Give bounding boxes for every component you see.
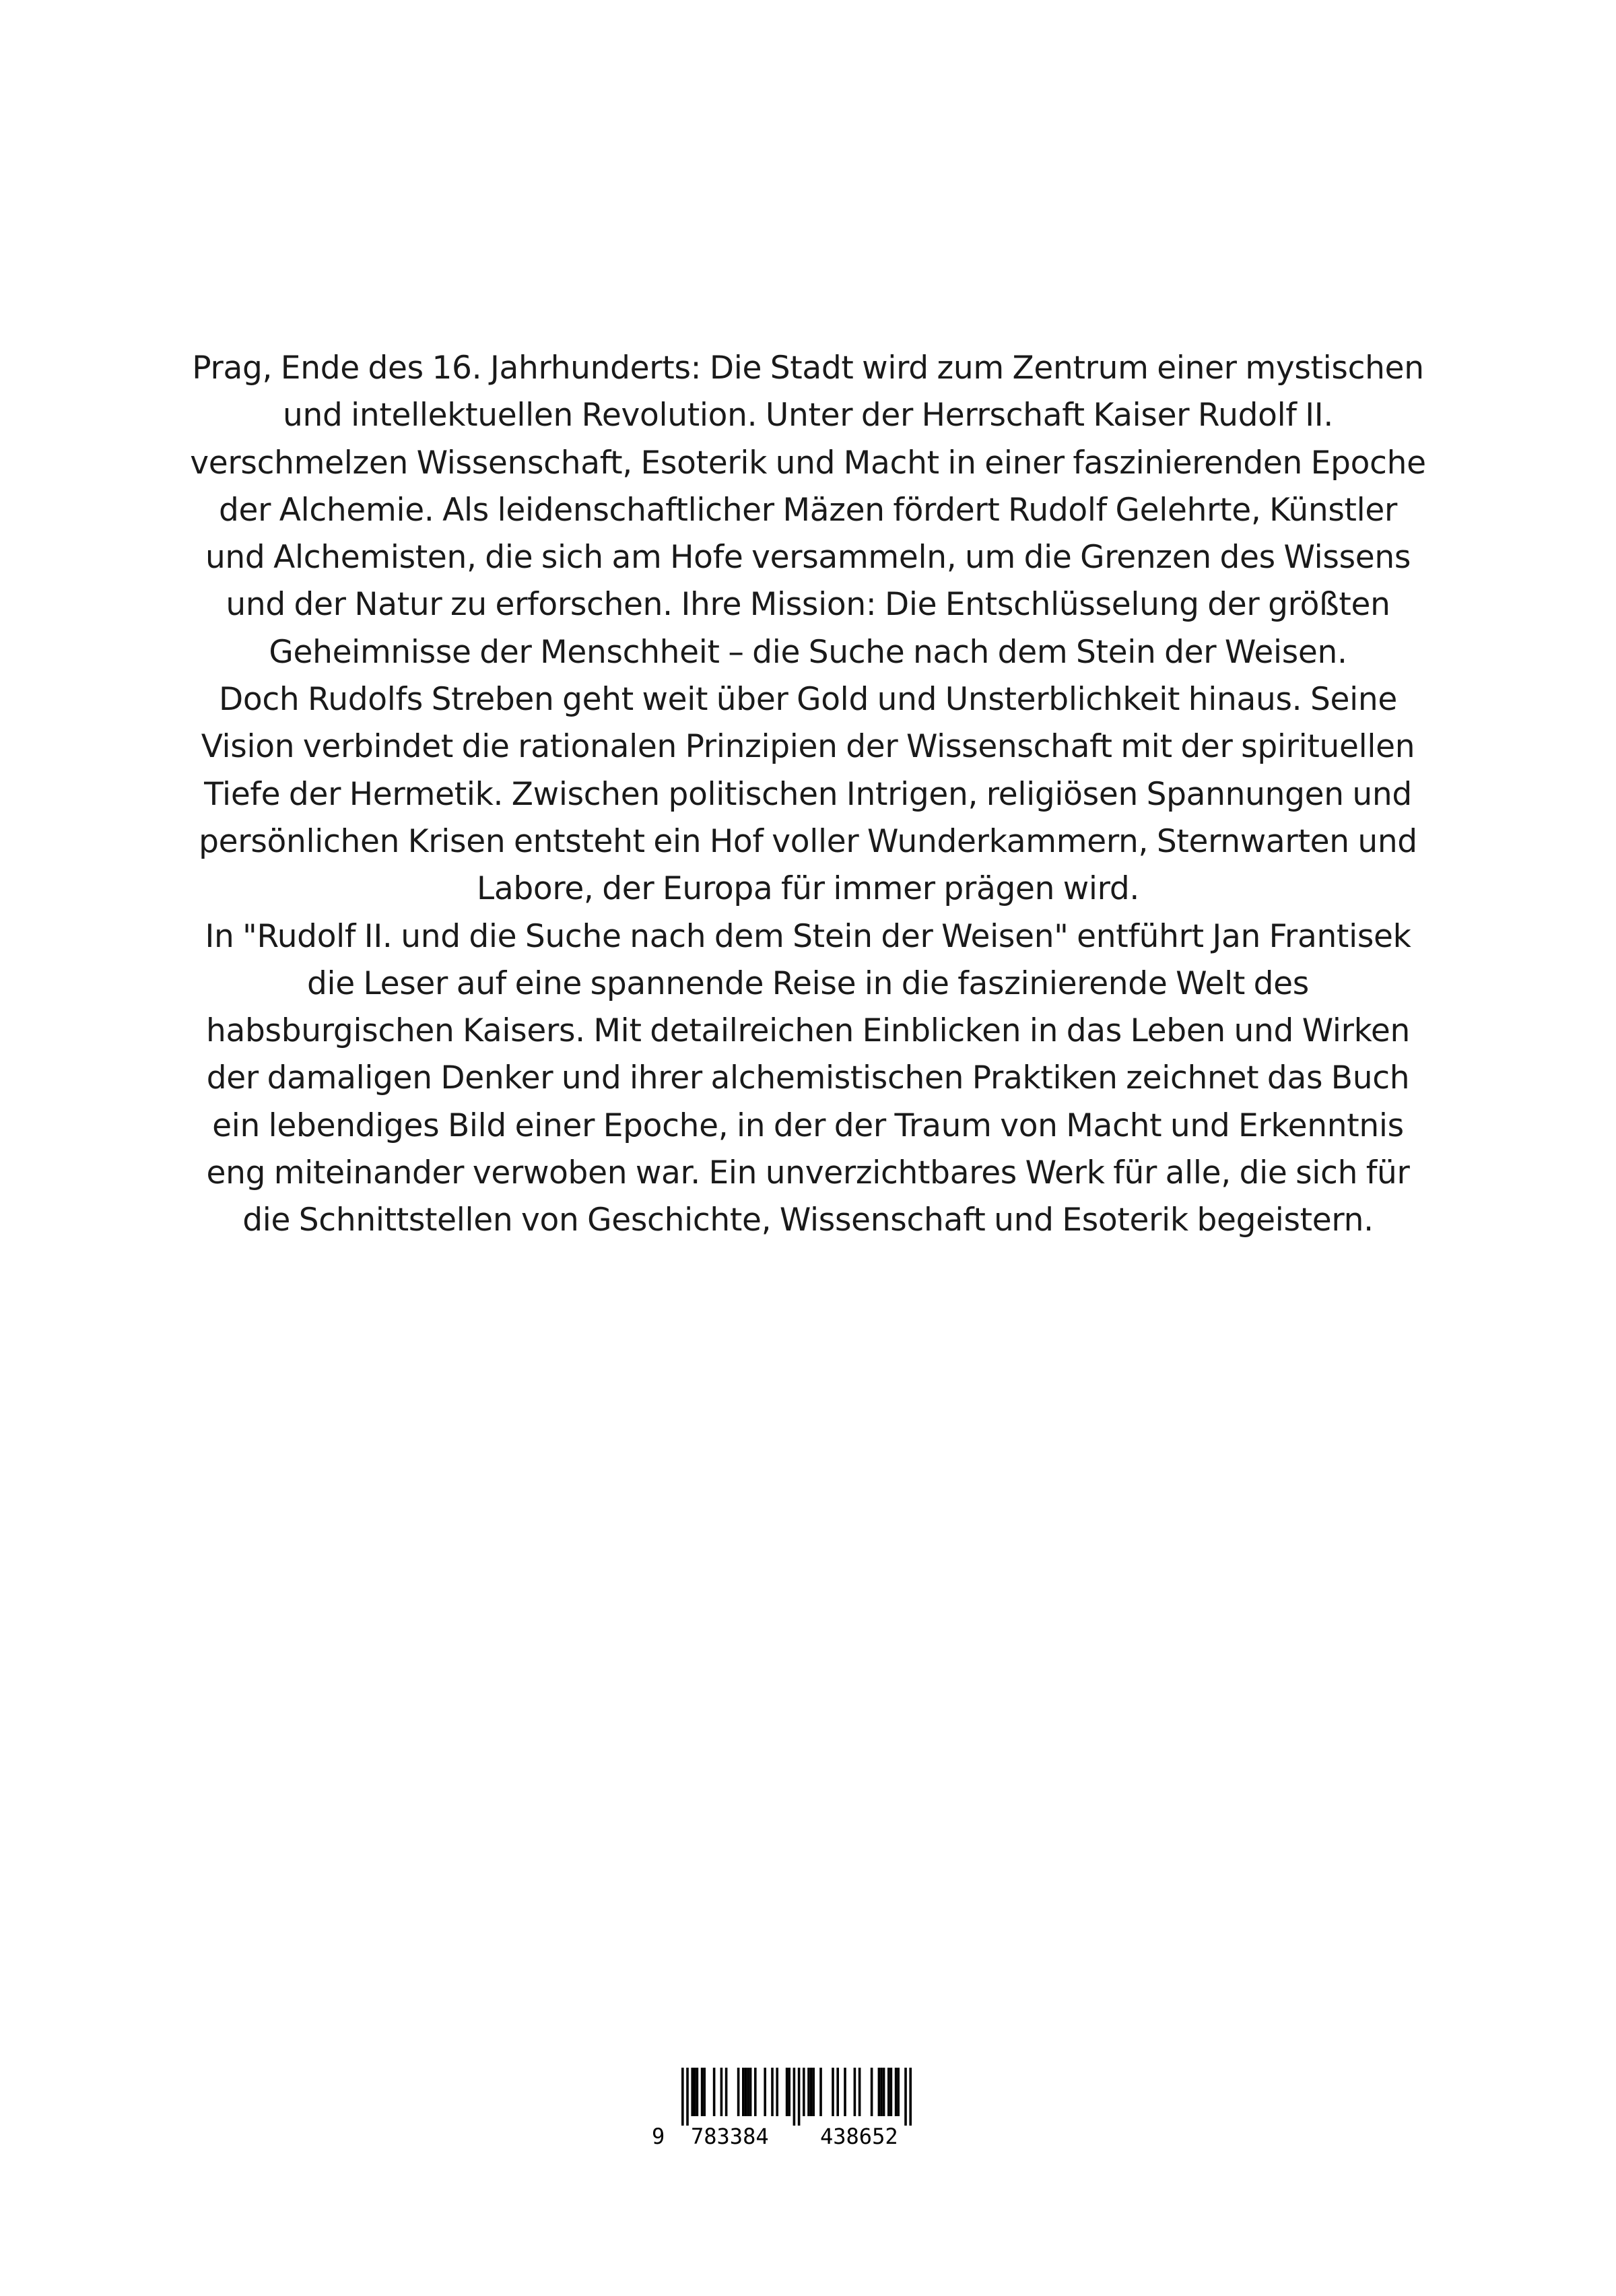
blurb-line: die Leser auf eine spannende Reise in die faszinierende Welt des — [307, 964, 1309, 1002]
blurb-line: In "Rudolf II. und die Suche nach dem Stein der Weisen" entführt Jan Frantisek — [205, 917, 1411, 955]
barcode-bar — [803, 2068, 805, 2116]
barcode-bar — [681, 2068, 684, 2126]
barcode-digits — [652, 2123, 948, 2150]
barcode-bar — [749, 2068, 752, 2116]
barcode-bar — [880, 2068, 883, 2116]
blurb-line: Prag, Ende des 16. Jahrhunderts: Die Stadt wird zum Zentrum einer mystischen — [192, 350, 1424, 387]
barcode-bar — [686, 2068, 689, 2126]
barcode-bar — [810, 2068, 813, 2116]
blurb-line: und der Natur zu erforschen. Ihre Mission: Die Entschlüsselung der größten — [226, 586, 1390, 624]
barcode-bar — [909, 2068, 912, 2126]
blurb-line: persönlichen Krisen entsteht ein Hof voller Wunderkammern, Sternwarten und — [199, 822, 1417, 860]
barcode-bar — [807, 2068, 810, 2116]
barcode-bar — [786, 2068, 788, 2116]
barcode-right-group: 438652 — [820, 2124, 898, 2149]
isbn-barcode — [652, 2068, 948, 2150]
barcode-bar — [844, 2068, 846, 2116]
blurb-line: Tiefe der Hermetik. Zwischen politischen Intrigen, religiösen Spannungen und — [204, 775, 1412, 813]
blurb-line: Doch Rudolfs Streben geht weit über Gold und Unsterblichkeit hinaus. Seine — [219, 681, 1397, 719]
blurb-line: Vision verbindet die rationalen Prinzipien der Wissenschaft mit der spirituellen — [201, 728, 1415, 766]
barcode-bar — [720, 2068, 723, 2116]
barcode-bar — [747, 2068, 749, 2116]
barcode-bars — [652, 2068, 948, 2126]
barcode-bar — [694, 2068, 696, 2116]
barcode-bar — [691, 2068, 694, 2116]
barcode-bar — [904, 2068, 907, 2126]
barcode-bar — [798, 2068, 801, 2126]
barcode-left-group: 783384 — [691, 2124, 769, 2149]
blurb-line: und Alchemisten, die sich am Hofe versammeln, um die Grenzen des Wissens — [205, 539, 1411, 577]
barcode-bar — [737, 2068, 740, 2116]
barcode-bar — [854, 2068, 856, 2116]
barcode-bar — [895, 2068, 898, 2116]
barcode-bar — [871, 2068, 873, 2116]
barcode-bar — [883, 2068, 885, 2116]
barcode-bar — [836, 2068, 839, 2116]
barcode-bar — [754, 2068, 757, 2116]
blurb-line: die Schnittstellen von Geschichte, Wissenschaft und Esoterik begeistern. — [242, 1202, 1374, 1239]
blurb-line: Labore, der Europa für immer prägen wird. — [476, 870, 1140, 908]
barcode-bar — [742, 2068, 745, 2116]
barcode-bar — [776, 2068, 778, 2116]
barcode-bar — [713, 2068, 716, 2116]
barcode-bar — [788, 2068, 790, 2116]
barcode-bar — [890, 2068, 893, 2116]
barcode-bar — [703, 2068, 706, 2116]
barcode-bar — [897, 2068, 900, 2116]
blurb-line: verschmelzen Wissenschaft, Esoterik und Macht in einer faszinierenden Epoche — [190, 444, 1426, 482]
blurb-line: Geheimnisse der Menschheit – die Suche nach dem Stein der Weisen. — [269, 633, 1347, 671]
barcode-first-digit: 9 — [652, 2124, 665, 2149]
barcode-bar — [878, 2068, 881, 2116]
back-cover-blurb — [135, 345, 1481, 1245]
barcode-bar — [793, 2068, 796, 2126]
barcode-bar — [745, 2068, 747, 2116]
barcode-bar — [725, 2068, 728, 2116]
barcode-bar — [832, 2068, 834, 2116]
blurb-line: und intellektuellen Revolution. Unter der Herrschaft Kaiser Rudolf II. — [282, 397, 1333, 434]
barcode-bar — [764, 2068, 766, 2116]
barcode-bar — [887, 2068, 890, 2116]
blurb-line: der damaligen Denker und ihrer alchemistischen Praktiken zeichnet das Buch — [206, 1059, 1410, 1097]
blurb-line: ein lebendiges Bild einer Epoche, in der der Traum von Macht und Erkenntnis — [212, 1107, 1404, 1144]
barcode-bar — [812, 2068, 815, 2116]
barcode-bar — [696, 2068, 699, 2116]
blurb-line: eng miteinander verwoben war. Ein unverzichtbares Werk für alle, die sich für — [206, 1154, 1410, 1192]
barcode-bar — [858, 2068, 861, 2116]
blurb-line: habsburgischen Kaisers. Mit detailreichen Einblicken in das Leben und Wirken — [206, 1012, 1410, 1050]
barcode-bar — [771, 2068, 774, 2116]
barcode-bar — [701, 2068, 704, 2116]
blurb-line: der Alchemie. Als leidenschaftlicher Mäzen fördert Rudolf Gelehrte, Künstler — [218, 491, 1398, 529]
barcode-bar — [819, 2068, 822, 2116]
